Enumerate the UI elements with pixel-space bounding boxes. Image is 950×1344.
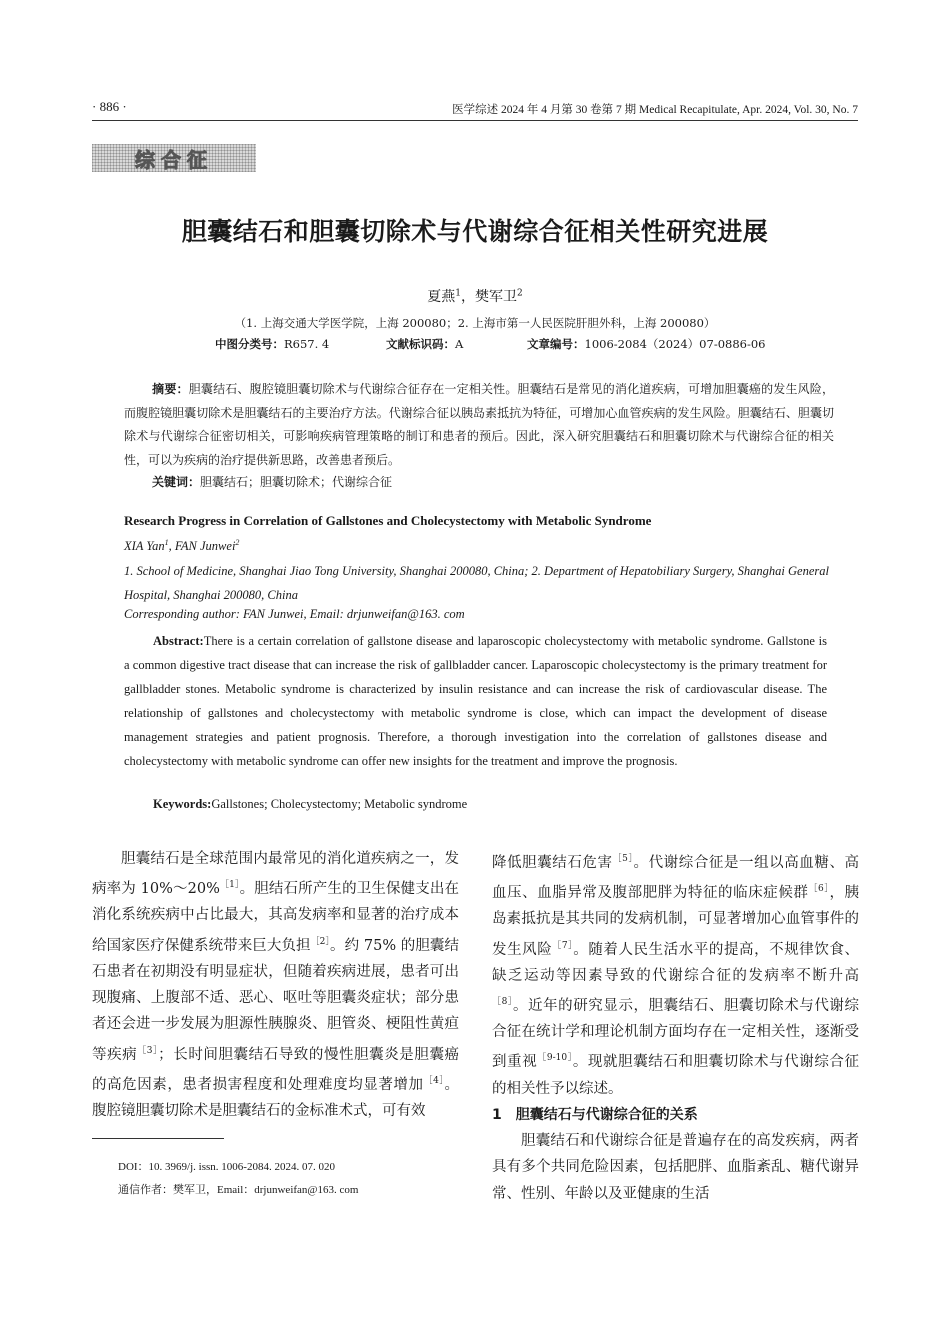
body-text: 。约 75% 的胆囊结石患者在初期没有明显症状，但随着疾病进展，患者可出现腹痛、上腹部不适、恶心、呕吐等胆囊炎症状；部分患者还会进一步发展为胆源性胰腺炎、胆管炎、梗阻性黄疸等疾病	[92, 937, 460, 1063]
article-label: 文章编号：	[527, 337, 585, 351]
footnote-rule	[92, 1138, 224, 1139]
doc-code	[386, 336, 463, 352]
body-text: 。代谢综合征是一组以高血糖、高血压、血脂异常及腹部肥胖为特征的临床症候群	[492, 854, 860, 901]
citation-ref[interactable]: ［7］	[552, 940, 574, 951]
author-2: 樊军卫	[475, 289, 517, 305]
authors-cn	[0, 286, 950, 306]
body-text: 。近年的研究显示，胆囊结石、胆囊切除术与代谢综合征在统计学和理论机制方面均存在一定相关性，逐渐受到重视	[492, 997, 860, 1071]
body-column-right	[492, 846, 859, 1207]
body-paragraph	[492, 846, 859, 1102]
author-en-1: XIA Yan	[124, 539, 165, 554]
author-2-sup: 2	[517, 288, 523, 299]
abstract-cn	[124, 378, 834, 472]
keywords-cn-text: 胆囊结石；胆囊切除术；代谢综合征	[200, 475, 393, 489]
corresponding-en: Corresponding author: FAN Junwei, Email: drjunweifan@163. com	[124, 607, 465, 621]
affiliations-en: 1. School of Medicine, Shanghai Jiao Tong University, Shanghai 200080, China; 2. Department of Hepatobiliary Surgery, Shanghai General Hospital, Shanghai 200080, China	[124, 564, 829, 602]
doc-label: 文献标识码：	[386, 337, 455, 351]
body-text: 胆囊结石是全球范围内最常见的消化道疾病之一，发病率为 10%～20%	[92, 851, 459, 898]
body-column-left	[92, 846, 459, 1124]
author-en-2-sup: 2	[235, 538, 240, 547]
author-en-sep: ,	[168, 539, 175, 554]
keywords-cn-label: 关键词：	[152, 475, 201, 489]
keywords-en-label: Keywords:	[153, 797, 212, 811]
clc-value: R657. 4	[284, 337, 330, 351]
clc-number	[215, 336, 329, 352]
body-text: 。胆结石所产生的卫生保健支出在消化系统疾病中占比最大，其高发病率和显著的治疗成本给国家医疗保健系统带来巨大负担	[92, 881, 459, 954]
citation-ref[interactable]: ［2］	[310, 936, 331, 947]
body-text: ；长时间胆囊结石导致的慢性胆囊炎是胆囊癌的高危因素，患者损害程度和处理难度均显著增加	[92, 1046, 460, 1093]
english-title: Research Progress in Correlation of Gallstones and Cholecystectomy with Metabolic Syndrome	[124, 513, 652, 528]
author-en-2: FAN Junwei	[174, 539, 236, 554]
author-en-1-sup: 1	[164, 538, 169, 547]
clc-label: 中图分类号：	[215, 337, 284, 351]
citation-ref[interactable]: ［3］	[137, 1045, 159, 1056]
footnote-doi: DOI：10. 3969/j. issn. 1006-2084. 2024. 07. 020	[118, 1161, 335, 1173]
author-1: 夏燕	[427, 289, 456, 305]
citation-ref[interactable]: ［1］	[219, 880, 240, 891]
body-text: 降低胆囊结石危害	[492, 854, 613, 871]
author-sep: ，	[461, 289, 475, 305]
citation-ref[interactable]: ［5］	[612, 854, 634, 864]
section-heading-1: 1 胆囊结石与代谢综合征的关系	[492, 1106, 698, 1123]
citation-ref[interactable]: ［4］	[423, 1075, 445, 1086]
abstract-en-label: Abstract:	[153, 634, 204, 648]
header-rule	[92, 120, 858, 121]
journal-running-header: 医学综述 2024 年 4 月第 30 卷第 7 期 Medical Recapitulate, Apr. 2024, Vol. 30, No. 7	[452, 104, 858, 116]
citation-ref[interactable]: ［9-10］	[537, 1053, 573, 1064]
page-number: · 886 ·	[92, 99, 127, 114]
article-value: 1006-2084（2024）07-0886-06	[584, 337, 766, 351]
abstract-cn-label: 摘要：	[152, 382, 189, 396]
doc-value: A	[455, 337, 464, 351]
abstract-cn-text: 胆囊结石、腹腔镜胆囊切除术与代谢综合征存在一定相关性。胆囊结石是常见的消化道疾病，可增加胆囊癌的发生风险，而腹腔镜胆囊切除术是胆囊结石的主要治疗方法。代谢综合征以胰岛素抵抗为特征，可增加心血管疾病的发生风险。胆囊结石、胆囊切除术与代谢综合征密切相关，可影响疾病管理策略的制订和患者的预后。因此，深入研究胆囊结石和胆囊切除术与代谢综合征的相关性，可以为疾病的治疗提供新思路，改善患者预后。	[124, 382, 834, 467]
section-badge-label: 综合征	[135, 147, 213, 172]
abstract-en-text: There is a certain correlation of gallstone disease and laparoscopic cholecystectomy with metabolic syndrome. Gallstone is a common digestive tract disease that can increase the risk of gallbladder cancer. Laparoscopic cholecystectomy is the primary treatment for gallbladder stones. Metabolic syndrome is characterized by insulin resistance and can increase the risk of cardiovascular disease. The relationship of gallstones and cholecystectomy with metabolic syndrome is close, which can impact the development of disease management strategies and patient prognosis. Therefore, a thorough investigation into the correlation of gallstones disease and cholecystectomy with metabolic syndrome can offer new insights for the treatment and improve the prognosis.	[124, 634, 827, 768]
author-1-sup: 1	[455, 288, 461, 299]
authors-en	[124, 538, 239, 554]
body-text: ，胰岛素抵抗是其共同的发病机制，可显著增加心血管事件的发生风险	[492, 884, 860, 958]
body-text: 。随着人民生活水平的提高，不规律饮食、缺乏运动等因素导致的代谢综合征的发病率不断升高	[492, 941, 860, 984]
affiliations-cn: （1. 上海交通大学医学院，上海 200080；2. 上海市第一人民医院肝胆外科，上海 200080）	[234, 316, 716, 330]
keywords-cn	[152, 473, 392, 490]
keywords-en	[153, 797, 467, 812]
article-number	[527, 336, 766, 352]
keywords-en-text: Gallstones; Cholecystectomy; Metabolic syndrome	[211, 797, 468, 811]
footnote-corresponding: 通信作者：樊军卫，Email：drjunweifan@163. com	[118, 1184, 359, 1196]
citation-ref[interactable]: ［6］	[808, 884, 830, 895]
abstract-en	[124, 629, 827, 773]
body-text: 。腹腔镜胆囊切除术是胆囊结石的金标准术式，可有效	[92, 1076, 460, 1119]
body-paragraph-2: 胆囊结石和代谢综合征是普遍存在的高发疾病，两者具有多个共同危险因素，包括肥胖、血脂紊乱、糖代谢异常、性别、年龄以及亚健康的生活	[492, 1133, 859, 1202]
section-badge	[92, 144, 256, 172]
article-title: 胆囊结石和胆囊切除术与代谢综合征相关性研究进展	[181, 217, 769, 246]
body-text: 。现就胆囊结石和胆囊切除术与代谢综合征的相关性予以综述。	[492, 1054, 860, 1097]
citation-ref[interactable]: ［8］	[492, 996, 513, 1007]
